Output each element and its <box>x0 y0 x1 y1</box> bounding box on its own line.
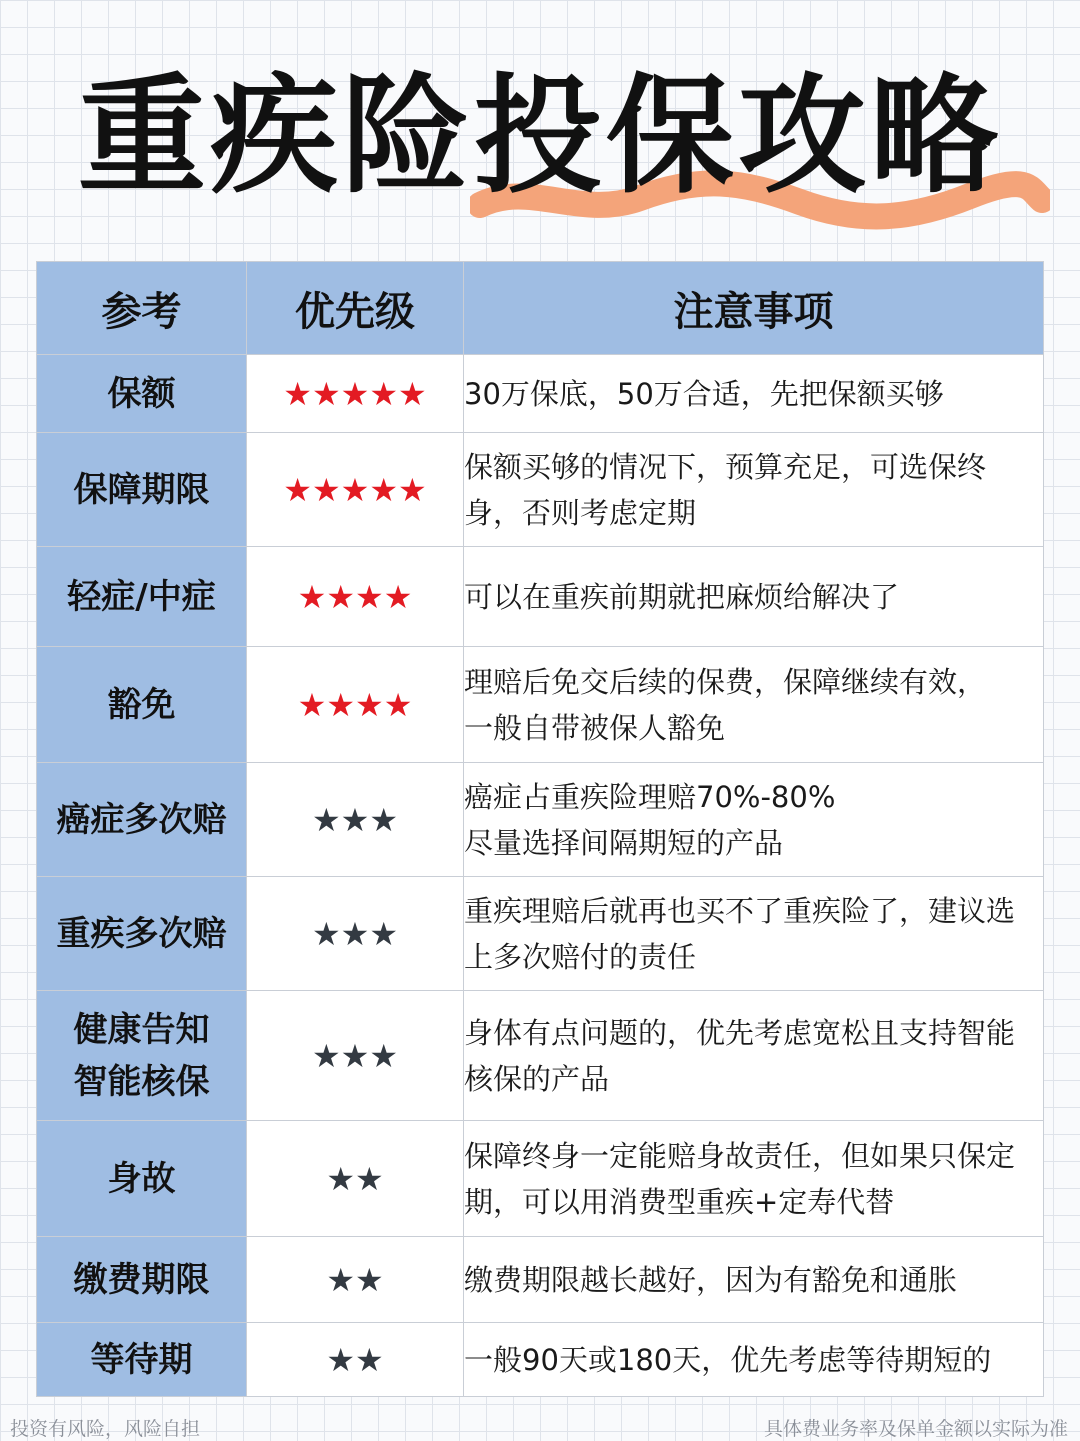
table-row <box>37 991 1044 1121</box>
table-row <box>37 1323 1044 1397</box>
row-priority-stars: ★★ <box>247 1237 464 1323</box>
row-reference: 癌症多次赔 <box>37 763 247 877</box>
title-area <box>0 0 1080 250</box>
table-row <box>37 877 1044 991</box>
row-reference: 重疾多次赔 <box>37 877 247 991</box>
row-note: 理赔后免交后续的保费，保障继续有效， 一般自带被保人豁免 <box>464 647 1044 763</box>
table-row <box>37 1121 1044 1237</box>
insurance-guide-table <box>36 261 1044 1397</box>
risk-disclaimer: 投资有风险，风险自担 <box>10 1418 201 1440</box>
row-priority-stars: ★★ <box>247 1323 464 1397</box>
table-row <box>37 547 1044 647</box>
header-reference: 参考 <box>37 262 247 355</box>
row-priority-stars: ★★★★★ <box>247 355 464 433</box>
row-reference: 身故 <box>37 1121 247 1237</box>
row-reference: 等待期 <box>37 1323 247 1397</box>
row-reference: 保障期限 <box>37 433 247 547</box>
table-row <box>37 355 1044 433</box>
table-header-row <box>37 262 1044 355</box>
row-note: 可以在重疾前期就把麻烦给解决了 <box>464 547 1044 647</box>
page-title: 重疾险投保攻略 <box>77 62 1002 211</box>
row-reference: 豁免 <box>37 647 247 763</box>
row-priority-stars: ★★★★★ <box>247 433 464 547</box>
header-notes: 注意事项 <box>464 262 1044 355</box>
row-reference: 缴费期限 <box>37 1237 247 1323</box>
row-note: 保障终身一定能赔身故责任，但如果只保定期，可以用消费型重疾+定寿代替 <box>464 1121 1044 1237</box>
row-note: 30万保底，50万合适，先把保额买够 <box>464 355 1044 433</box>
row-reference: 轻症/中症 <box>37 547 247 647</box>
row-priority-stars: ★★ <box>247 1121 464 1237</box>
header-priority: 优先级 <box>247 262 464 355</box>
row-reference: 健康告知 智能核保 <box>37 991 247 1121</box>
row-priority-stars: ★★★ <box>247 877 464 991</box>
table-row <box>37 763 1044 877</box>
row-priority-stars: ★★★★ <box>247 547 464 647</box>
table-row <box>37 647 1044 763</box>
row-note: 一般90天或180天，优先考虑等待期短的 <box>464 1323 1044 1397</box>
row-note: 缴费期限越长越好，因为有豁免和通胀 <box>464 1237 1044 1323</box>
row-note: 重疾理赔后就再也买不了重疾险了，建议选上多次赔付的责任 <box>464 877 1044 991</box>
row-note: 癌症占重疾险理赔70%-80% 尽量选择间隔期短的产品 <box>464 763 1044 877</box>
row-note: 身体有点问题的，优先考虑宽松且支持智能核保的产品 <box>464 991 1044 1121</box>
row-reference: 保额 <box>37 355 247 433</box>
table-row <box>37 1237 1044 1323</box>
row-priority-stars: ★★★ <box>247 991 464 1121</box>
rate-disclaimer: 具体费业务率及保单金额以实际为准 <box>763 1418 1068 1440</box>
row-priority-stars: ★★★ <box>247 763 464 877</box>
row-priority-stars: ★★★★ <box>247 647 464 763</box>
row-note: 保额买够的情况下，预算充足，可选保终身，否则考虑定期 <box>464 433 1044 547</box>
table-row <box>37 433 1044 547</box>
